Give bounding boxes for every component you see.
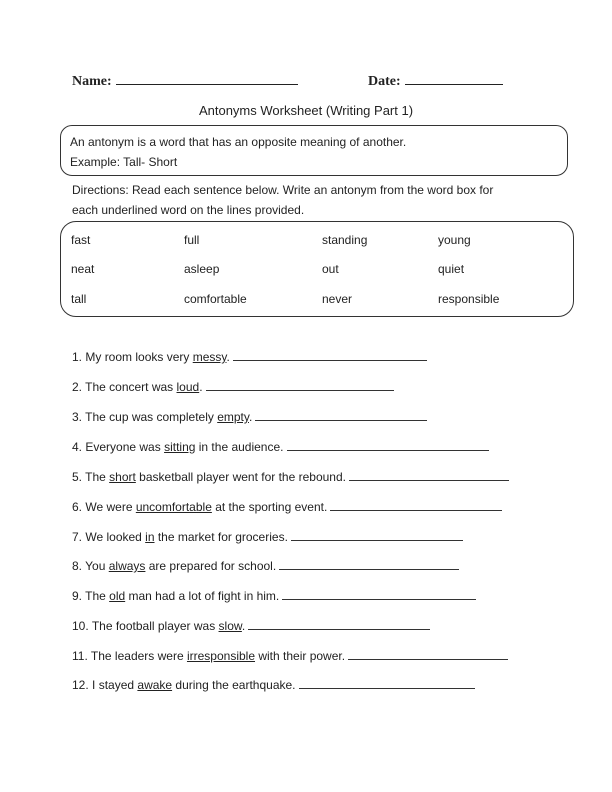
question-number: 10. xyxy=(72,619,89,633)
word-box-item: standing xyxy=(322,233,368,247)
question-text-before: The xyxy=(85,470,110,484)
question-text-after: with their power. xyxy=(255,649,346,663)
question-number: 12. xyxy=(72,678,89,692)
question-text-after: . xyxy=(199,380,203,394)
answer-line[interactable] xyxy=(233,349,427,361)
question-item xyxy=(72,469,509,484)
answer-line[interactable] xyxy=(206,379,394,391)
underlined-word: sitting xyxy=(164,440,196,454)
word-box-item: comfortable xyxy=(184,292,247,306)
answer-line[interactable] xyxy=(287,439,489,451)
underlined-word: old xyxy=(109,589,126,603)
question-text-after: the market for groceries. xyxy=(154,530,288,544)
question-text-before: You xyxy=(85,559,109,573)
question-text-before: We looked xyxy=(85,530,146,544)
question-number: 11. xyxy=(72,649,88,663)
question-item xyxy=(72,618,430,633)
question-number: 9. xyxy=(72,589,83,603)
underlined-word: always xyxy=(108,559,146,573)
question-text-before: My room looks very xyxy=(85,350,193,364)
name-label: Name: xyxy=(72,74,112,89)
answer-line[interactable] xyxy=(248,618,430,630)
question-text-after: man had a lot of fight in him. xyxy=(125,589,280,603)
directions-line-2: each underlined word on the lines provided. xyxy=(72,203,305,217)
worksheet-title: Antonyms Worksheet (Writing Part 1) xyxy=(198,103,414,118)
question-item xyxy=(72,409,427,424)
word-box-item: never xyxy=(322,292,353,306)
question-item xyxy=(72,379,394,394)
question-text-before: We were xyxy=(85,500,136,514)
word-box-item: neat xyxy=(71,262,95,276)
question-number: 7. xyxy=(72,530,83,544)
question-text-after: during the earthquake. xyxy=(172,678,296,692)
question-item xyxy=(72,588,476,603)
underlined-word: slow xyxy=(218,619,242,633)
question-text-before: The football player was xyxy=(91,619,219,633)
underlined-word: awake xyxy=(137,678,173,692)
example-text: Example: Tall- Short xyxy=(70,155,178,169)
word-box-item: asleep xyxy=(184,262,220,276)
directions-line-1: Directions: Read each sentence below. Write an antonym from the word box for xyxy=(72,183,494,197)
name-field[interactable] xyxy=(116,72,298,85)
question-text-after: in the audience. xyxy=(195,440,284,454)
date-row xyxy=(368,72,503,90)
underlined-word: empty xyxy=(217,410,249,424)
word-box-item: quiet xyxy=(438,262,465,276)
question-number: 3. xyxy=(72,410,83,424)
answer-line[interactable] xyxy=(279,558,459,570)
question-text-after: . xyxy=(249,410,253,424)
word-box-item: tall xyxy=(71,292,87,306)
name-row xyxy=(72,72,298,90)
question-text-before: The cup was completely xyxy=(85,410,218,424)
question-text-before: The concert was xyxy=(85,380,177,394)
question-number: 4. xyxy=(72,440,83,454)
word-box-item: responsible xyxy=(438,292,500,306)
answer-line[interactable] xyxy=(348,648,508,660)
question-item xyxy=(72,349,427,364)
definition-text: An antonym is a word that has an opposite meaning of another. xyxy=(70,135,407,149)
underlined-word: in xyxy=(145,530,155,544)
word-box-item: young xyxy=(438,233,471,247)
question-text-after: . xyxy=(241,619,246,633)
question-text-after: basketball player went for the rebound. xyxy=(135,470,346,484)
question-number: 6. xyxy=(72,500,83,514)
question-text-before: The leaders were xyxy=(90,649,187,663)
word-box-item: full xyxy=(184,233,200,247)
underlined-word: loud xyxy=(176,380,200,394)
word-box-item: fast xyxy=(71,233,91,247)
question-text-after: at the sporting event. xyxy=(211,500,328,514)
answer-line[interactable] xyxy=(299,677,475,689)
question-text-after: . xyxy=(226,350,230,364)
answer-line[interactable] xyxy=(255,409,427,421)
underlined-word: irresponsible xyxy=(186,649,256,663)
question-number: 2. xyxy=(72,380,83,394)
question-item xyxy=(72,529,463,544)
question-number: 8. xyxy=(72,559,83,573)
question-text-after: are prepared for school. xyxy=(145,559,277,573)
date-label: Date: xyxy=(368,74,401,89)
question-item xyxy=(72,677,475,692)
question-item xyxy=(72,499,502,514)
question-item xyxy=(72,648,508,663)
answer-line[interactable] xyxy=(349,469,509,481)
answer-line[interactable] xyxy=(330,499,502,511)
date-field[interactable] xyxy=(405,72,503,85)
question-text-before: The xyxy=(85,589,110,603)
answer-line[interactable] xyxy=(282,588,476,600)
underlined-word: uncomfortable xyxy=(135,500,212,514)
underlined-word: messy xyxy=(192,350,227,364)
question-item xyxy=(72,558,459,573)
question-item xyxy=(72,439,489,454)
answer-line[interactable] xyxy=(291,529,463,541)
question-number: 5. xyxy=(72,470,83,484)
word-box-item: out xyxy=(322,262,339,276)
underlined-word: short xyxy=(109,470,136,484)
question-text-before: I stayed xyxy=(92,678,138,692)
question-text-before: Everyone was xyxy=(85,440,165,454)
question-number: 1. xyxy=(72,350,83,364)
